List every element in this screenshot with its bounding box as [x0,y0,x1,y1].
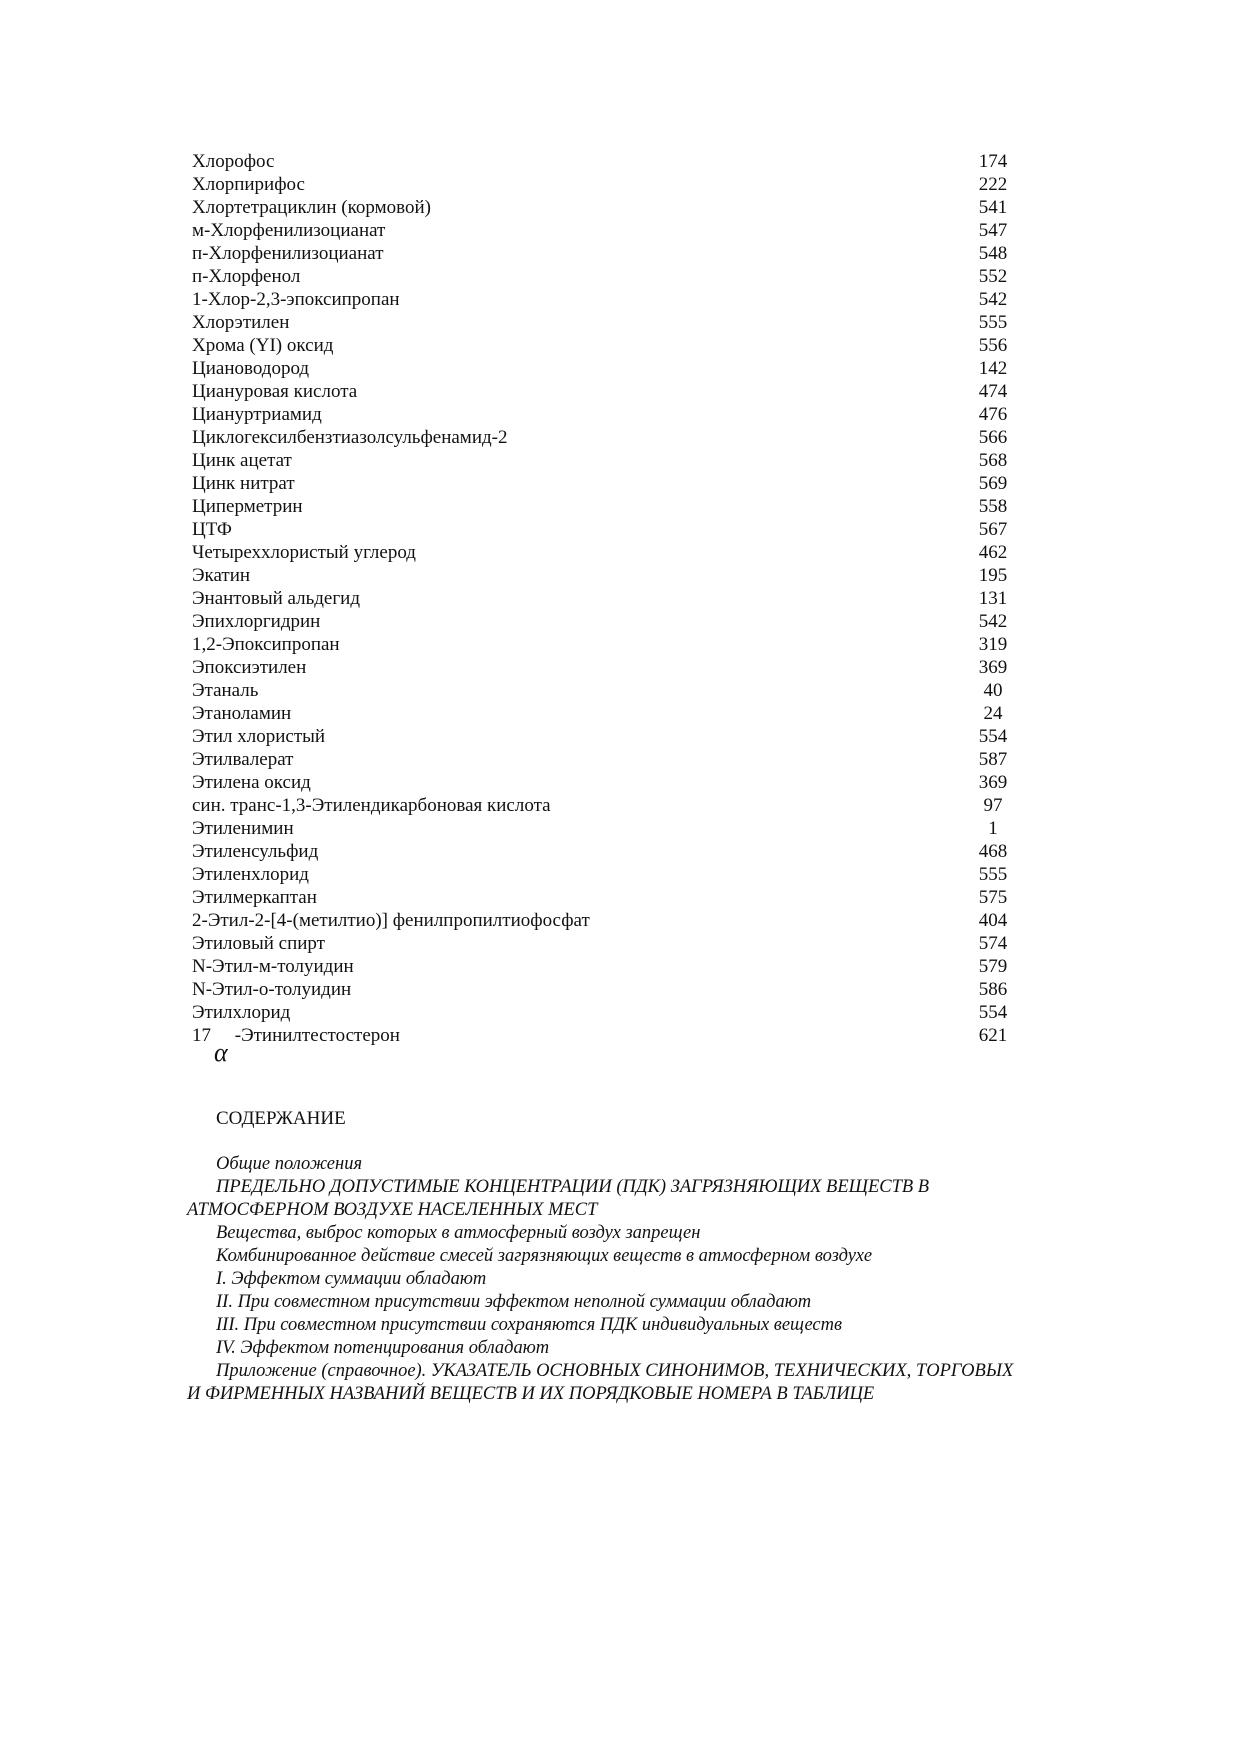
table-number: 40 [983,680,1003,701]
toc-item[interactable]: I. Эффектом суммации обладают [216,1269,487,1289]
index-row [192,725,1022,748]
table-number: 554 [978,1002,1008,1023]
index-row [192,978,1022,1001]
substance-name: N-Этил-о-толуидин [192,979,352,1000]
toc-item[interactable]: Вещества, выброс которых в атмосферный воздух запрещен [216,1223,701,1243]
table-number: 222 [978,174,1008,195]
substance-name: Энантовый альдегид [192,588,360,609]
index-row [192,495,1022,518]
substance-name: п-Хлорфенол [192,266,301,287]
index-row [192,1024,1022,1047]
substance-name: Хрома (YI) оксид [192,335,334,356]
substance-name: Цинк ацетат [192,450,292,471]
substance-name: Циануртриамид [192,404,322,425]
index-row [192,311,1022,334]
table-number: 554 [978,726,1008,747]
index-row [192,173,1022,196]
substance-name: Цинк нитрат [192,473,295,494]
substance-name: Этил хлористый [192,726,326,747]
toc-item[interactable]: IV. Эффектом потенцирования обладают [216,1338,550,1358]
substance-name: син. транс-1,3-Этилендикарбоновая кислота [192,795,551,816]
index-row [192,679,1022,702]
index-row [192,265,1022,288]
table-number: 1 [988,818,998,839]
index-row [192,886,1022,909]
substance-name: Этилмеркаптан [192,887,317,908]
table-number: 566 [978,427,1008,448]
toc-title: СОДЕРЖАНИЕ [216,1108,346,1129]
substance-name: 1,2-Эпоксипропан [192,634,340,655]
index-row [192,150,1022,173]
index-row [192,702,1022,725]
substance-name: Этиловый спирт [192,933,325,954]
index-row [192,334,1022,357]
index-row [192,955,1022,978]
substance-name: Эпихлоргидрин [192,611,321,632]
substance-name: п-Хлорфенилизоцианат [192,243,384,264]
table-number: 131 [978,588,1008,609]
index-row [192,518,1022,541]
table-number: 142 [978,358,1008,379]
substance-name: Этаноламин [192,703,292,724]
index-row [192,817,1022,840]
table-number: 547 [978,220,1008,241]
substance-name: Этиленимин [192,818,294,839]
index-row [192,771,1022,794]
index-row [192,587,1022,610]
substance-name: Этилена оксид [192,772,311,793]
index-row [192,633,1022,656]
table-number: 404 [978,910,1008,931]
substance-name: Эпоксиэтилен [192,657,307,678]
substance-name: Хлорпирифос [192,174,305,195]
table-number: 97 [983,795,1003,816]
table-number: 542 [978,611,1008,632]
table-number: 575 [978,887,1008,908]
substance-name: Экатин [192,565,251,586]
substance-name: 2-Этил-2-[4-(метилтио)] фенилпропилтиофосфат [192,910,590,931]
table-number: 468 [978,841,1008,862]
substance-name: Этилхлорид [192,1002,291,1023]
toc-item[interactable]: II. При совместном присутствии эффектом неполной суммации обладают [216,1292,812,1312]
index-row [192,610,1022,633]
index-row [192,909,1022,932]
substance-name: ЦТФ [192,519,232,540]
index-row [192,472,1022,495]
index-row [192,748,1022,771]
table-number: 174 [978,151,1008,172]
index-row [192,196,1022,219]
table-number: 462 [978,542,1008,563]
table-number: 548 [978,243,1008,264]
index-row [192,426,1022,449]
toc-item[interactable]: III. При совместном присутствии сохраняются ПДК индивидуальных веществ [216,1315,843,1335]
substance-name: Хлорофос [192,151,275,172]
index-row [192,357,1022,380]
substance-name: Этиленсульфид [192,841,319,862]
substance-name: Циклогексилбензтиазолсульфенамид-2 [192,427,508,448]
substance-name: Хлортетрациклин (кормовой) [192,197,431,218]
table-number: 587 [978,749,1008,770]
substance-name: м-Хлорфенилизоцианат [192,220,386,241]
table-number: 621 [978,1025,1008,1046]
table-number: 555 [978,864,1008,885]
table-number: 476 [978,404,1008,425]
toc-item[interactable]: ПРЕДЕЛЬНО ДОПУСТИМЫЕ КОНЦЕНТРАЦИИ (ПДК) ЗАГРЯЗНЯЮЩИХ ВЕЩЕСТВ В АТМОСФЕРНОМ ВОЗДУХЕ НАСЕЛЕННЫХ МЕСТ [187,1177,930,1220]
table-number: 319 [978,634,1008,655]
table-number: 574 [978,933,1008,954]
table-number: 569 [978,473,1008,494]
substance-name: Циперметрин [192,496,303,517]
index-row [192,840,1022,863]
table-number: 369 [978,772,1008,793]
index-row [192,219,1022,242]
index-row [192,656,1022,679]
index-row [192,288,1022,311]
substance-name: Этаналь [192,680,259,701]
toc-item[interactable]: Приложение (справочное). УКАЗАТЕЛЬ ОСНОВНЫХ СИНОНИМОВ, ТЕХНИЧЕСКИХ, ТОРГОВЫХ И ФИРМЕННЫХ НАЗВАНИЙ ВЕЩЕСТВ И ИХ ПОРЯДКОВЫЕ НОМЕРА В ТАБЛИЦЕ [187,1361,1014,1404]
substance-name: Циановодород [192,358,310,379]
table-number: 579 [978,956,1008,977]
index-row [192,403,1022,426]
substance-name: 17 -Этинилтестостерон [192,1025,400,1046]
table-number: 586 [978,979,1008,1000]
index-row [192,564,1022,587]
toc-item[interactable]: Комбинированное действие смесей загрязняющих веществ в атмосферном воздухе [216,1246,873,1266]
toc-item[interactable]: Общие положения [216,1154,363,1174]
substance-name: Этилвалерат [192,749,294,770]
table-number: 556 [978,335,1008,356]
index-row [192,932,1022,955]
substance-index [192,150,1022,1047]
index-row [192,380,1022,403]
table-number: 568 [978,450,1008,471]
table-number: 542 [978,289,1008,310]
substance-name: Этиленхлорид [192,864,309,885]
substance-name: N-Этил-м-толуидин [192,956,354,977]
index-row [192,863,1022,886]
alpha-symbol: α [214,1038,228,1067]
table-number: 552 [978,266,1008,287]
table-number: 558 [978,496,1008,517]
index-row [192,1001,1022,1024]
index-row [192,541,1022,564]
substance-name: Циануровая кислота [192,381,358,402]
table-number: 555 [978,312,1008,333]
table-number: 474 [978,381,1008,402]
substance-name: Четыреххлористый углерод [192,542,416,563]
substance-name: Хлорэтилен [192,312,290,333]
table-number: 195 [978,565,1008,586]
table-number: 541 [978,197,1008,218]
index-row [192,449,1022,472]
index-row [192,242,1022,265]
table-number: 369 [978,657,1008,678]
table-number: 567 [978,519,1008,540]
table-of-contents [187,1153,1027,1406]
substance-name: 1-Хлор-2,3-эпоксипропан [192,289,400,310]
table-number: 24 [983,703,1003,724]
index-row [192,794,1022,817]
